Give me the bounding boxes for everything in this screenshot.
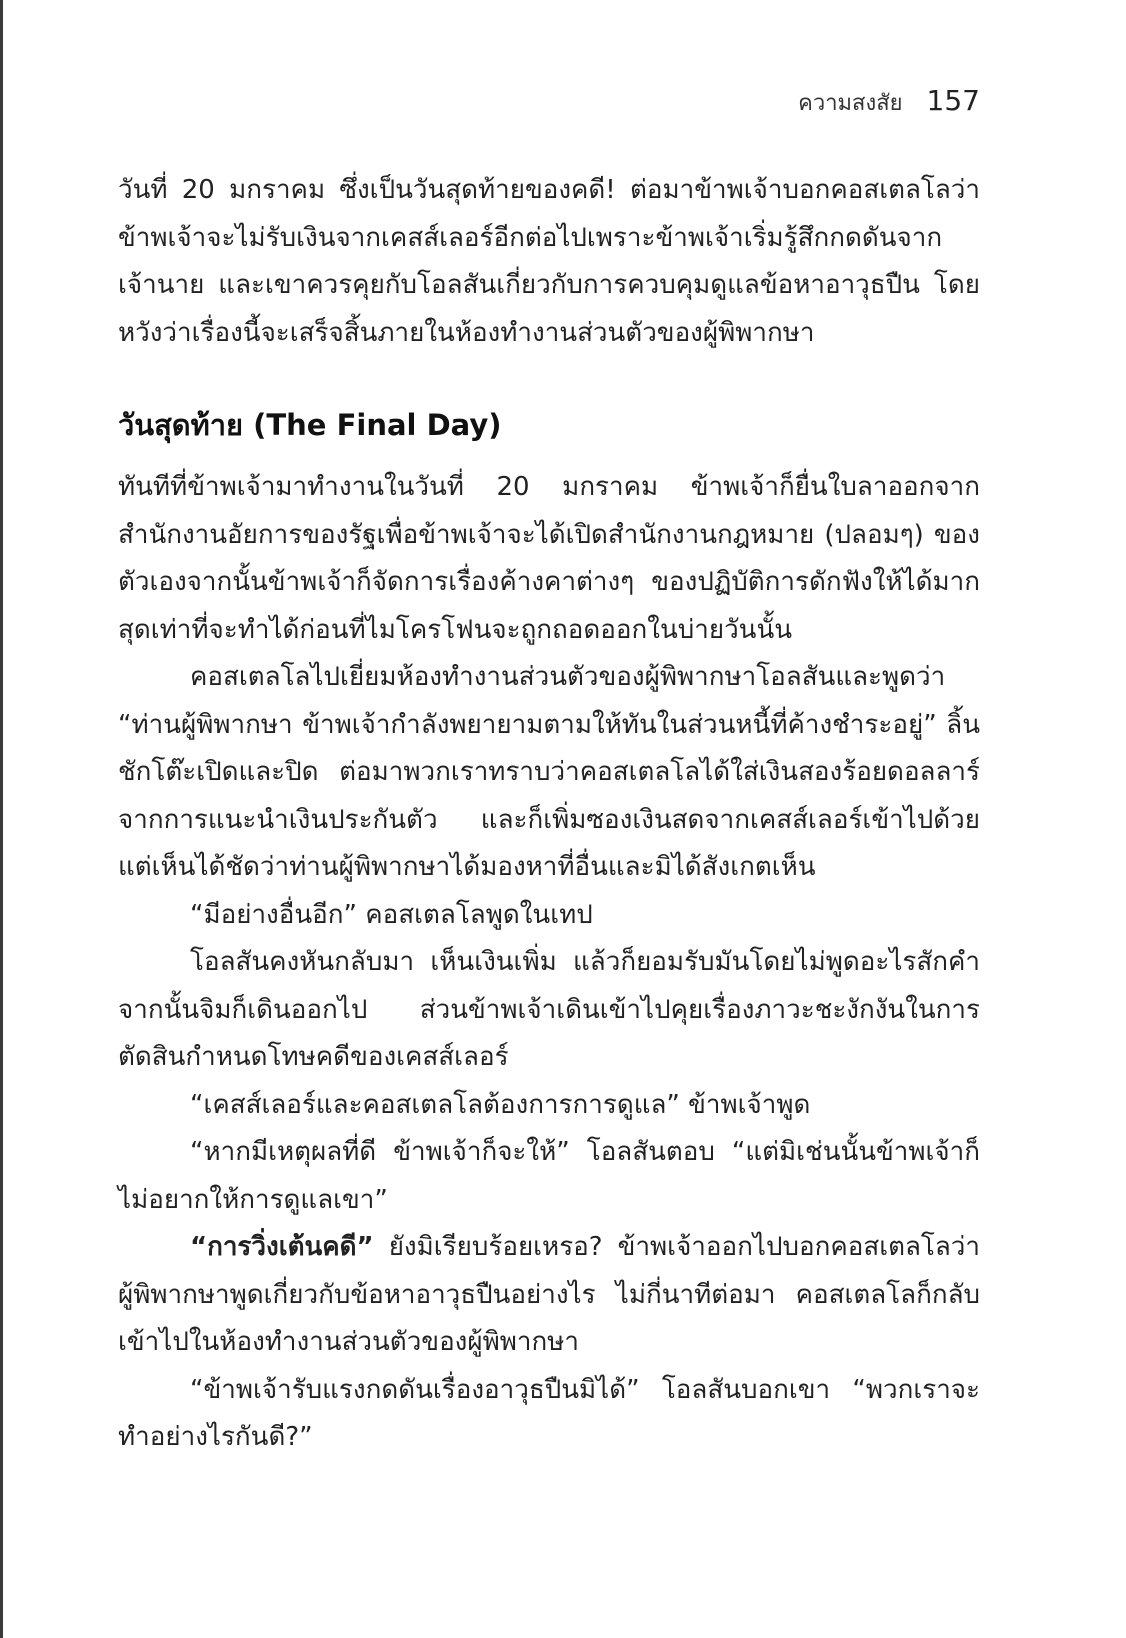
body-paragraph: โอลสันคงหันกลับมา เห็นเงินเพิ่ม แล้วก็ยอมรับมันโดยไม่พูดอะไรสักคำจากนั้นจิมก็เดินออกไป ส่วนข้าพเจ้าเดินเข้าไปคุยเรื่องภาวะชะงักงันในการตัดสินกำหนดโทษคดีของเคสส์เลอร์ (118, 947, 980, 1072)
body-paragraph: “ข้าพเจ้ารับแรงกดดันเรื่องอาวุธปืนมิได้” โอลสันบอกเขา “พวกเราจะทำอย่างไรกันดี?” (118, 1374, 980, 1452)
section-heading: วันสุดท้าย (The Final Day) (118, 408, 502, 442)
body-paragraph: วันที่ 20 มกราคม ซึ่งเป็นวันสุดท้ายของคดี! ต่อมาข้าพเจ้าบอกคอสเตลโลว่าข้าพเจ้าจะไม่รับเงินจากเคสส์เลอร์อีกต่อไปเพราะข้าพเจ้าเริ่มรู้สึกกดดันจากเจ้านาย และเขาควรคุยกับโอลสันเกี่ยวกับการควบคุมดูแลข้อหาอาวุธปืน โดยหวังว่าเรื่องนี้จะเสร็จสิ้นภายในห้องทำงานส่วนตัวของผู้พิพากษา (118, 175, 980, 348)
running-header (798, 84, 980, 120)
body-paragraph: ทันทีที่ข้าพเจ้ามาทำงานในวันที่ 20 มกราคม ข้าพเจ้าก็ยื่นใบลาออกจากสำนักงานอัยการของรัฐเพื่อข้าพเจ้าจะได้เปิดสำนักงานกฎหมาย (ปลอมๆ) ของตัวเองจากนั้นข้าพเจ้าก็จัดการเรื่องค้างคาต่างๆ ของปฏิบัติการดักฟังให้ได้มากสุดเท่าที่จะทำได้ก่อนที่ไมโครโฟนจะถูกถอดออกในบ่ายวันนั้น (118, 472, 980, 645)
page-edge-line (0, 0, 3, 1638)
body-paragraph: คอสเตลโลไปเยี่ยมห้องทำงานส่วนตัวของผู้พิพากษาโอลสันและพูดว่า “ท่านผู้พิพากษา ข้าพเจ้ากำลังพยายามตามให้ทันในส่วนหนี้ที่ค้างชำระอยู่” ลิ้นชักโต๊ะเปิดและปิด ต่อมาพวกเราทราบว่าคอสเตลโลได้ใส่เงินสองร้อยดอลลาร์จากการแนะนำเงินประกันตัว และก็เพิ่มซองเงินสดจากเคสส์เลอร์เข้าไปด้วย แต่เห็นได้ชัดว่าท่านผู้พิพากษาได้มองหาที่อื่นและมิได้สังเกตเห็น (118, 662, 980, 882)
section-body (118, 464, 980, 1462)
opening-paragraph-block (118, 167, 980, 357)
body-paragraph: “หากมีเหตุผลที่ดี ข้าพเจ้าก็จะให้” โอลสันตอบ “แต่มิเช่นนั้นข้าพเจ้าก็ไม่อยากให้การดูแลเขา” (118, 1137, 980, 1215)
page-number: 157 (926, 84, 980, 117)
paragraph-text: ยังมิเรียบร้อยเหรอ? ข้าพเจ้าออกไปบอกคอสเตลโลว่าผู้พิพากษาพูดเกี่ยวกับข้อหาอาวุธปืนอย่างไร ไม่กี่นาทีต่อมา คอสเตลโลก็กลับเข้าไปในห้องทำงานส่วนตัวของผู้พิพากษา (118, 1232, 980, 1357)
running-title: ความสงสัย (798, 91, 903, 116)
bold-phrase: “การวิ่งเต้นคดี” (190, 1232, 374, 1262)
body-paragraph: “มีอย่างอื่นอีก” คอสเตลโลพูดในเทป (190, 899, 593, 930)
body-paragraph (118, 1224, 980, 1367)
body-paragraph: “เคสส์เลอร์และคอสเตลโลต้องการการดูแล” ข้าพเจ้าพูด (190, 1089, 811, 1120)
